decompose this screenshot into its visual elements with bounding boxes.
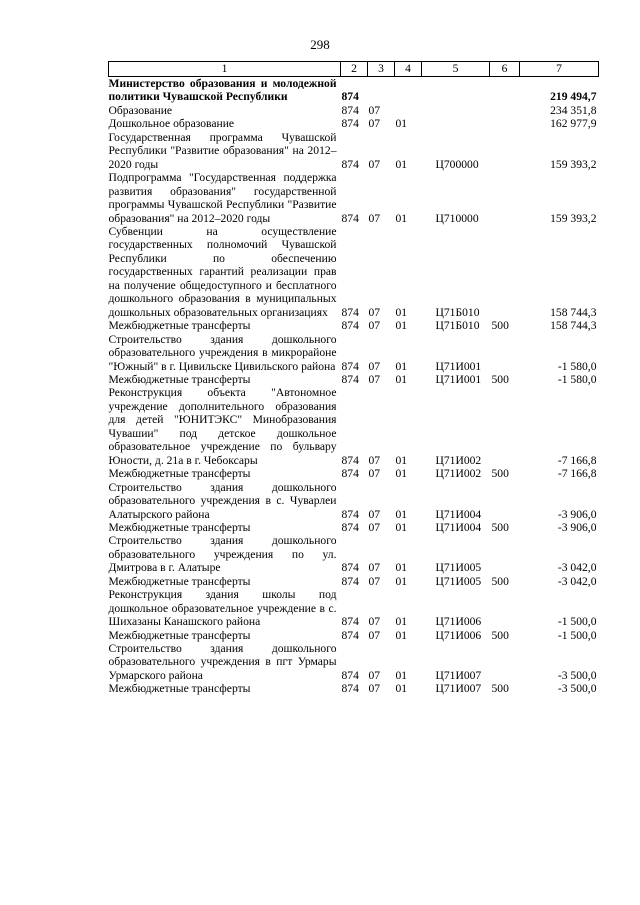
- row-department-cell: 874: [341, 103, 359, 117]
- header-col-6: 6: [490, 62, 520, 77]
- row-name-cell: Министерство образования и молодежной политики Чувашской Республики: [108, 77, 337, 104]
- table-row: [109, 521, 599, 534]
- table-row: [109, 588, 599, 628]
- table-row: [109, 575, 599, 588]
- header-row: [109, 62, 599, 77]
- row-subsection-cell: 01: [395, 574, 408, 588]
- table-row: [109, 117, 599, 130]
- row-subsection-cell: 01: [395, 211, 408, 225]
- row-amount-cell: -3 906,0: [557, 520, 597, 534]
- row-expense-type-cell: [490, 225, 520, 319]
- row-department-cell: 874: [341, 668, 359, 682]
- row-amount-cell: -3 042,0: [557, 574, 597, 588]
- table-row: [109, 481, 599, 521]
- table-row: [109, 534, 599, 574]
- row-subsection-cell: 01: [395, 668, 408, 682]
- row-name-cell: Межбюджетные трансферты: [108, 574, 251, 588]
- row-expense-type-cell: 500: [491, 628, 509, 642]
- table-row: [109, 319, 599, 332]
- row-department-cell: 874: [341, 359, 359, 373]
- row-subsection-cell: 01: [395, 615, 408, 629]
- row-expense-type-cell: [490, 171, 520, 225]
- row-target-code-cell: Ц71И007: [435, 682, 482, 696]
- row-amount-cell: -7 166,8: [557, 453, 597, 467]
- row-department-cell: 874: [341, 157, 359, 171]
- row-name-cell: Межбюджетные трансферты: [108, 372, 251, 386]
- row-name-cell: Межбюджетные трансферты: [108, 319, 251, 333]
- row-section-cell: 07: [368, 615, 381, 629]
- table-row: [109, 642, 599, 682]
- row-department-cell: 874: [341, 372, 359, 386]
- header-col-3: 3: [368, 62, 395, 77]
- budget-table: [108, 61, 599, 696]
- row-department-cell: 874: [341, 615, 359, 629]
- row-department-cell: 874: [341, 682, 359, 696]
- row-department-cell: 874: [341, 453, 359, 467]
- row-name-cell: Межбюджетные трансферты: [108, 682, 251, 696]
- header-col-1: 1: [109, 62, 341, 77]
- row-section-cell: 07: [368, 520, 381, 534]
- table-row: [109, 386, 599, 467]
- table-header: [109, 62, 599, 77]
- row-amount-cell: -1 500,0: [557, 615, 597, 629]
- row-amount-cell: 158 744,3: [550, 319, 597, 333]
- row-amount-cell: -1 580,0: [557, 359, 597, 373]
- row-expense-type-cell: 500: [491, 574, 509, 588]
- row-subsection-cell: 01: [395, 372, 408, 386]
- row-target-code-cell: Ц71И004: [435, 520, 482, 534]
- header-col-5: 5: [422, 62, 490, 77]
- row-target-code-cell: Ц700000: [435, 157, 479, 171]
- row-subsection-cell: 01: [395, 319, 408, 333]
- header-col-4: 4: [395, 62, 422, 77]
- row-expense-type-cell: 500: [491, 467, 509, 481]
- row-name-cell: Подпрограмма "Государственная поддержка развития образования" государственной программы Чувашской Республики "Развитие образования" на 2012–2020 годы: [108, 171, 337, 225]
- table-row: [109, 373, 599, 386]
- row-expense-type-cell: [490, 642, 520, 682]
- row-amount-cell: -1 580,0: [557, 372, 597, 386]
- row-amount-cell: 159 393,2: [550, 157, 597, 171]
- row-subsection-cell: 01: [395, 157, 408, 171]
- table-row: [109, 467, 599, 480]
- row-amount-cell: 162 977,9: [550, 117, 597, 131]
- row-expense-type-cell: [490, 131, 520, 171]
- row-section-cell: 07: [368, 453, 381, 467]
- row-name-cell: Дошкольное образование: [108, 117, 235, 131]
- row-subsection-cell: 01: [395, 628, 408, 642]
- row-amount-cell: 234 351,8: [550, 103, 597, 117]
- row-amount-cell: -3 906,0: [557, 507, 597, 521]
- row-expense-type-cell: 500: [491, 520, 509, 534]
- row-department-cell: 874: [341, 305, 359, 319]
- row-department-cell: 874: [341, 211, 359, 225]
- row-expense-type-cell: [490, 386, 520, 467]
- row-amount-cell: 158 744,3: [550, 305, 597, 319]
- page-number: 298: [310, 37, 330, 52]
- row-section-cell: 07: [368, 682, 381, 696]
- row-subsection-cell: 01: [395, 453, 408, 467]
- row-subsection-cell: 01: [395, 305, 408, 319]
- table-body: [109, 77, 599, 696]
- row-expense-type-cell: [490, 588, 520, 628]
- row-department-cell: 874: [341, 520, 359, 534]
- table-row: [109, 77, 599, 104]
- row-expense-type-cell: [490, 333, 520, 373]
- row-section-cell: 07: [368, 372, 381, 386]
- row-target-code-cell: Ц71Б010: [435, 319, 480, 333]
- row-target-code-cell: Ц71И002: [435, 453, 482, 467]
- header-col-7: 7: [520, 62, 599, 77]
- row-section-cell: 07: [368, 117, 381, 131]
- row-target-code-cell: [422, 104, 490, 117]
- row-section-cell: 07: [368, 319, 381, 333]
- row-expense-type-cell: 500: [491, 372, 509, 386]
- row-target-code-cell: Ц71И004: [435, 507, 482, 521]
- row-amount-cell: -3 500,0: [557, 668, 597, 682]
- row-section-cell: 07: [368, 561, 381, 575]
- row-subsection-cell: [395, 104, 422, 117]
- row-subsection-cell: 01: [395, 359, 408, 373]
- row-expense-type-cell: [490, 481, 520, 521]
- table-row: [109, 225, 599, 319]
- row-target-code-cell: Ц71И006: [435, 615, 482, 629]
- row-section-cell: 07: [368, 574, 381, 588]
- row-department-cell: 874: [341, 561, 359, 575]
- row-subsection-cell: 01: [395, 467, 408, 481]
- row-name-cell: Межбюджетные трансферты: [108, 520, 251, 534]
- row-section-cell: 07: [368, 305, 381, 319]
- table-row: [109, 333, 599, 373]
- row-section-cell: 07: [368, 628, 381, 642]
- row-department-cell: 874: [341, 117, 359, 131]
- row-target-code-cell: Ц71И007: [435, 668, 482, 682]
- row-target-code-cell: Ц71И006: [435, 628, 482, 642]
- row-amount-cell: 219 494,7: [550, 90, 597, 104]
- row-subsection-cell: 01: [395, 520, 408, 534]
- row-subsection-cell: [395, 77, 422, 104]
- row-target-code-cell: Ц71И001: [435, 359, 482, 373]
- row-department-cell: 874: [341, 574, 359, 588]
- table-row: [109, 171, 599, 225]
- row-amount-cell: -3 042,0: [557, 561, 597, 575]
- row-name-cell: Образование: [108, 103, 173, 117]
- row-target-code-cell: [422, 117, 490, 130]
- row-name-cell: Межбюджетные трансферты: [108, 628, 251, 642]
- row-target-code-cell: Ц71И005: [435, 561, 482, 575]
- row-expense-type-cell: [490, 534, 520, 574]
- row-expense-type-cell: [490, 77, 520, 104]
- table-row: [109, 629, 599, 642]
- row-department-cell: 874: [341, 628, 359, 642]
- header-col-2: 2: [341, 62, 368, 77]
- row-name-cell: Межбюджетные трансферты: [108, 467, 251, 481]
- row-department-cell: 874: [341, 90, 359, 104]
- row-target-code-cell: Ц71И005: [435, 574, 482, 588]
- row-section-cell: 07: [368, 211, 381, 225]
- table-row: [109, 131, 599, 171]
- row-section-cell: [368, 77, 395, 104]
- row-target-code-cell: Ц71И002: [435, 467, 482, 481]
- row-name-cell: Государственная программа Чувашской Республики "Развитие образования" на 2012–2020 годы: [108, 130, 337, 171]
- row-expense-type-cell: 500: [491, 682, 509, 696]
- row-section-cell: 07: [368, 467, 381, 481]
- row-department-cell: 874: [341, 319, 359, 333]
- row-target-code-cell: Ц710000: [435, 211, 479, 225]
- row-name-cell: Реконструкция здания школы под дошкольное образовательное учреждение в с. Шихазаны Канашского района: [108, 588, 337, 629]
- row-amount-cell: -3 500,0: [557, 682, 597, 696]
- table-row: [109, 104, 599, 117]
- row-section-cell: 07: [368, 359, 381, 373]
- row-name-cell: Строительство здания дошкольного образовательного учреждения в пгт Урмары Урмарского района: [108, 642, 337, 682]
- table-row: [109, 682, 599, 695]
- row-name-cell: Субвенции на осуществление государственных полномочий Чувашской Республики по обеспечению государственных гарантий реализации прав на получение общедоступного и бесплатного дошкольного образования в муниципальных дошкольных образовательных организациях: [108, 224, 337, 319]
- row-amount-cell: -7 166,8: [557, 467, 597, 481]
- row-expense-type-cell: 500: [491, 319, 509, 333]
- row-name-cell: Строительство здания дошкольного образовательного учреждения по ул. Дмитрова в г. Алатыре: [108, 534, 337, 575]
- row-section-cell: 07: [368, 507, 381, 521]
- row-section-cell: 07: [368, 668, 381, 682]
- row-expense-type-cell: [490, 104, 520, 117]
- row-section-cell: 07: [368, 103, 381, 117]
- row-subsection-cell: 01: [395, 117, 408, 131]
- row-subsection-cell: 01: [395, 561, 408, 575]
- row-expense-type-cell: [490, 117, 520, 130]
- row-department-cell: 874: [341, 467, 359, 481]
- row-department-cell: 874: [341, 507, 359, 521]
- row-subsection-cell: 01: [395, 682, 408, 696]
- row-section-cell: 07: [368, 157, 381, 171]
- row-name-cell: Реконструкция объекта "Автономное учреждение дополнительного образования для детей "ЮНИТЭКС" Минобразования Чувашии" под детское дошкольное образовательное учреждение по бульвару Юности, д. 21а в г. Чебоксары: [108, 386, 337, 467]
- row-name-cell: Строительство здания дошкольного образовательного учреждения в микрорайоне "Южный" в г. Цивильске Цивильского района: [108, 332, 337, 373]
- row-name-cell: Строительство здания дошкольного образовательного учреждения в с. Чуварлеи Алатырского района: [108, 480, 337, 521]
- row-target-code-cell: Ц71И001: [435, 372, 482, 386]
- row-amount-cell: 159 393,2: [550, 211, 597, 225]
- row-amount-cell: -1 500,0: [557, 628, 597, 642]
- row-target-code-cell: Ц71Б010: [435, 305, 480, 319]
- row-subsection-cell: 01: [395, 507, 408, 521]
- row-target-code-cell: [422, 77, 490, 104]
